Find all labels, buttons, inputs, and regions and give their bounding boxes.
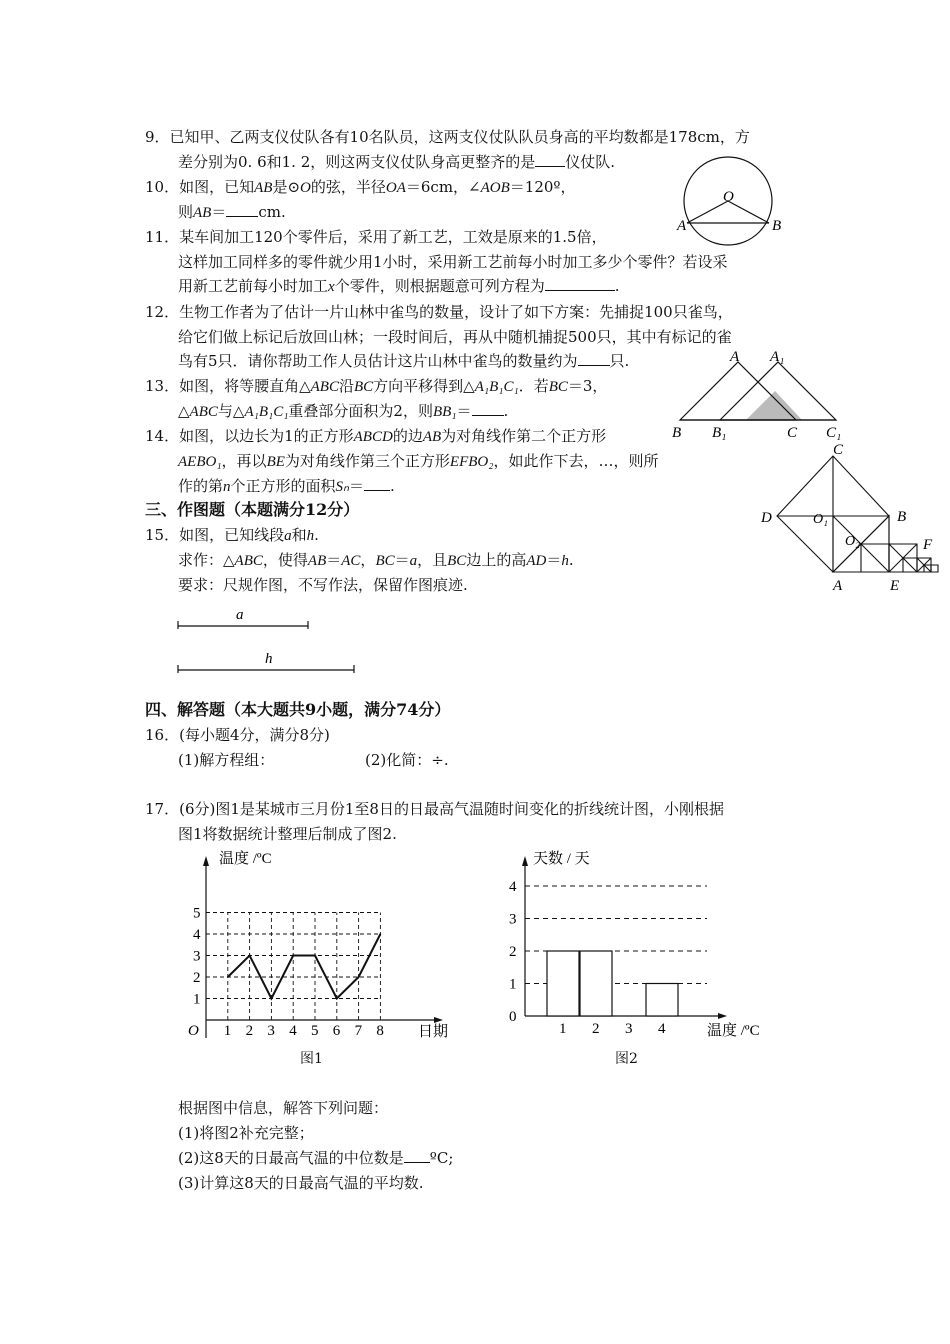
q14-line1: 14．如图，以边长为1的正方形ABCD的边AB为对角线作第二个正方形 [145, 427, 607, 445]
x-tick-label: 1 [559, 1021, 567, 1037]
x-tick-label: 7 [354, 1023, 363, 1039]
x-tick-label: 1 [223, 1023, 232, 1039]
x-tick-label: 4 [658, 1021, 666, 1037]
triangle-figure [670, 345, 850, 445]
answer-blank[interactable] [545, 276, 615, 291]
label-a: A [833, 578, 843, 594]
label-c1: C₁ [826, 425, 842, 441]
q11-line1: 11．某车间加工120个零件后，采用了新工艺，工效是原来的1.5倍， [145, 228, 607, 246]
circle-figure [670, 155, 790, 255]
squares-figure [755, 440, 945, 600]
q17-part3: (3)计算这8天的日最高气温的平均数. [178, 1174, 424, 1192]
data-point [314, 955, 316, 957]
x-tick-label: 8 [376, 1023, 384, 1039]
bar-chart-fig2 [495, 842, 785, 1042]
label-d: D [761, 510, 772, 526]
label-c: C [787, 425, 798, 441]
x-tick-label: 2 [592, 1021, 600, 1037]
y-tick-label: 4 [509, 879, 517, 895]
data-point [249, 955, 251, 957]
q12-line3: 鸟有5只．请你帮助工作人员估计这片山林中雀鸟的数量约为 只. [178, 352, 630, 370]
data-point [358, 976, 360, 978]
x-tick-label: 5 [311, 1023, 319, 1039]
q14-line2: AEBO₁，再以BE为对角线作第三个正方形EFBO₂，如此作下去，…，则所 [178, 452, 659, 470]
q17-part2: (2)这8天的日最高气温的中位数是 ºC; [178, 1149, 454, 1167]
y-tick-label: 0 [509, 1009, 517, 1025]
temperature-line [228, 934, 381, 999]
q14-line3: 作的第n个正方形的面积Sₙ＝ . [178, 477, 395, 495]
y-axis-arrow [203, 856, 209, 866]
section-4-heading: 四、解答题（本大题共9小题，满分74分） [145, 700, 451, 719]
radius-oa [687, 201, 728, 223]
x-tick-label: 2 [245, 1023, 254, 1039]
q16-part2: (2)化简：÷. [365, 751, 449, 769]
label-o1: O₁ [813, 512, 828, 527]
answer-blank[interactable] [226, 202, 258, 217]
radius-ob [728, 201, 769, 223]
label-a: A [730, 349, 740, 365]
q13-line1: 13．如图，将等腰直角△ABC沿BC方向平移得到△A₁B₁C₁．若BC＝3， [145, 377, 608, 395]
data-point [227, 976, 229, 978]
label-h: h [265, 651, 273, 667]
x-axis-label: 日期 [418, 1024, 449, 1040]
origin-label: O [188, 1023, 199, 1039]
y-axis-label: 天数 / 天 [533, 851, 590, 867]
q17-intro: 根据图中信息，解答下列问题： [178, 1099, 389, 1117]
q16-line1: 16．(每小题4分，满分8分) [145, 726, 330, 744]
q13-line2: △ABC与△A₁B₁C₁重叠部分面积为2，则BB₁＝ . [178, 402, 509, 420]
x-tick-label: 6 [332, 1023, 341, 1039]
bar [547, 951, 579, 1016]
label-f: F [923, 537, 933, 553]
q11-line3: 用新工艺前每小时加工x个零件，则根据题意可列方程为 . [178, 277, 620, 295]
q17-part1: (1)将图2补充完整； [178, 1124, 314, 1142]
caption-fig2: 图2 [615, 1051, 638, 1067]
q12-line2: 给它们做上标记后放回山林；一段时间后，再从中随机捕捉500只，其中有标记的雀 [178, 328, 732, 346]
answer-blank[interactable] [578, 351, 610, 366]
x-tick-label: 3 [267, 1023, 275, 1039]
label-b: B [672, 425, 682, 441]
y-tick-label: 2 [509, 944, 517, 960]
label-b: B [897, 509, 907, 525]
y-tick-label: 1 [193, 991, 201, 1008]
bar [580, 951, 612, 1016]
answer-blank[interactable] [472, 401, 504, 416]
x-axis-arrow [434, 1017, 443, 1023]
overlap-region [746, 391, 802, 420]
line-chart-fig1 [175, 842, 475, 1042]
label-a: a [236, 607, 244, 623]
y-tick-label: 3 [509, 911, 517, 928]
bar [646, 984, 678, 1017]
q9-line2: 差分别为0. 6和1. 2，则这两支仪仗队身高更整齐的是 仪仗队. [178, 153, 616, 171]
data-point [292, 955, 294, 957]
data-point [336, 998, 338, 1000]
x-axis-label: 温度 /ºC [707, 1023, 760, 1039]
y-tick-label: 4 [193, 927, 201, 943]
q12-line1: 12．生物工作者为了估计一片山林中雀鸟的数量，设计了如下方案：先捕捉100只雀鸟， [145, 303, 733, 321]
q15-line3: 要求：尺规作图，不写作法，保留作图痕迹. [178, 576, 468, 594]
y-axis-label: 温度 /ºC [219, 851, 272, 867]
caption-fig1: 图1 [300, 1051, 323, 1067]
x-tick-label: 3 [625, 1021, 633, 1037]
x-tick-label: 4 [289, 1023, 297, 1039]
label-o: O [723, 189, 734, 205]
label-b: B [772, 218, 782, 234]
q9-line1: 9．已知甲、乙两支仪仗队各有10名队员，这两支仪仗队队员身高的平均数都是178cm，方 [145, 128, 750, 146]
label-o2: O₂ [845, 534, 860, 549]
q17-line1: 17．(6分)图1是某城市三月份1至8日的日最高气温随时间变化的折线统计图，小刚根据 [145, 800, 724, 818]
label-e: E [890, 578, 900, 594]
y-tick-label: 3 [193, 948, 201, 965]
answer-blank[interactable] [364, 476, 390, 491]
label-a: A [677, 218, 687, 234]
q10-line1: 10．如图，已知AB是⊙O的弦，半径OA＝6cm，∠AOB＝120º， [145, 178, 576, 196]
label-c: C [833, 442, 844, 458]
segments-figure [170, 600, 370, 680]
answer-blank[interactable] [404, 1148, 430, 1163]
q15-line1: 15．如图，已知线段a和h. [145, 526, 319, 544]
answer-blank[interactable] [535, 152, 565, 167]
data-point [380, 933, 382, 935]
data-point [271, 998, 273, 1000]
q16-part1: (1)解方程组： [178, 751, 275, 769]
q15-line2: 求作：△ABC，使得AB＝AC，BC＝a，且BC边上的高AD＝h. [178, 551, 574, 569]
q17-line2: 图1将数据统计整理后制成了图2. [178, 825, 397, 843]
q10-line2: 则AB＝ cm. [178, 203, 286, 221]
label-a1: A₁ [770, 349, 785, 365]
label-b1: B₁ [712, 425, 727, 441]
section-3-heading: 三、作图题（本题满分12分） [145, 500, 360, 519]
y-axis-arrow [522, 856, 528, 866]
y-tick-label: 5 [193, 905, 201, 922]
q11-line2: 这样加工同样多的零件就少用1小时，采用新工艺前每小时加工多少个零件？若设采 [178, 253, 728, 271]
x-axis-arrow [718, 1013, 727, 1019]
y-tick-label: 1 [509, 976, 517, 993]
y-tick-label: 2 [193, 970, 201, 986]
